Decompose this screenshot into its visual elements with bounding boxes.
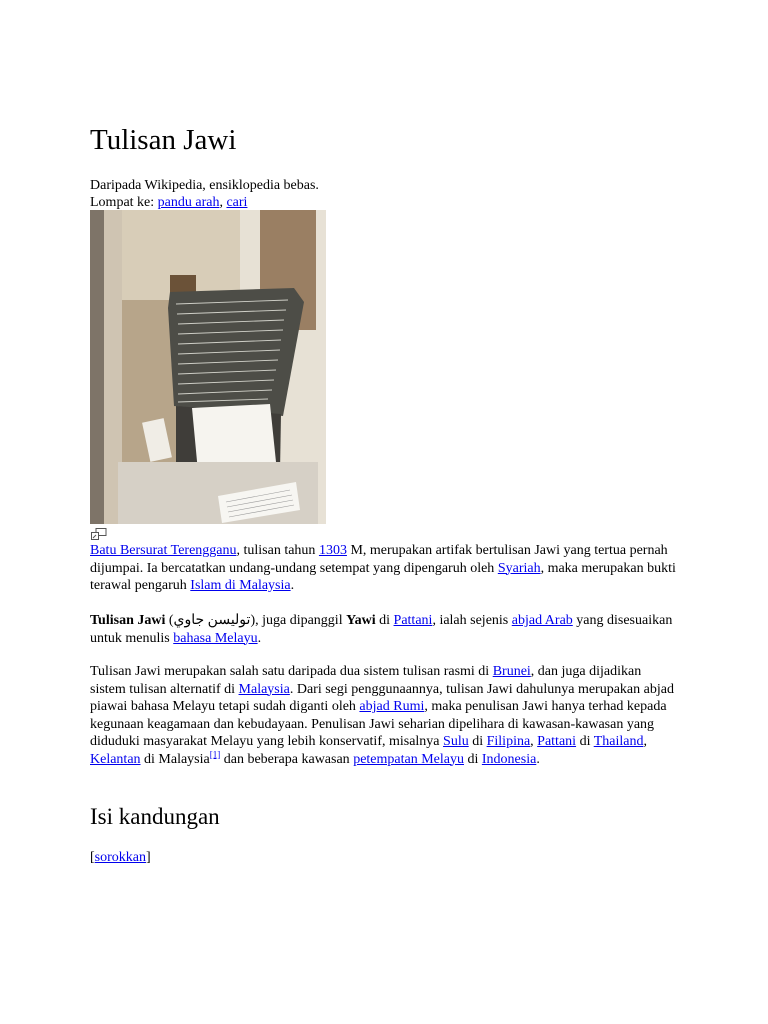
jump-links	[90, 194, 247, 211]
usage-paragraph	[90, 663, 680, 768]
toc-close-bracket: ]	[146, 850, 151, 865]
tagline: Daripada Wikipedia, ensiklopedia bebas.	[90, 178, 319, 193]
abjad-rumi-link[interactable]: abjad Rumi	[359, 699, 425, 714]
paragraph-text: di	[463, 751, 482, 767]
paragraph-text: (	[165, 613, 174, 628]
islam-di-malaysia-link[interactable]: Islam di Malaysia	[190, 578, 291, 593]
abjad-arab-link[interactable]: abjad Arab	[511, 613, 573, 628]
toc-hide-link[interactable]: sorokkan	[94, 850, 146, 865]
image-caption	[90, 542, 680, 595]
paragraph-text: , ialah sejenis	[432, 613, 512, 628]
jump-separator: ,	[219, 195, 227, 210]
petempatan-melayu-link[interactable]: petempatan Melayu	[353, 751, 464, 767]
jump-search-link[interactable]: cari	[226, 195, 248, 210]
brunei-link[interactable]: Brunei	[492, 664, 531, 679]
toc-open-bracket: [	[90, 850, 95, 865]
reference-1-link[interactable]: [1]	[209, 748, 221, 759]
stone-inscription-photo[interactable]	[90, 210, 326, 524]
jump-prefix: Lompat ke:	[90, 195, 158, 210]
paragraph-text: ,	[643, 734, 647, 749]
paragraph-text: , maka penulisan Jawi hanya terhad kepada kegunaan keagamaan dan kebudayaan. Penulisan Jawi seharian dipelihara di kawasan-kawasan yang diduduki masyarakat Melayu yang lebih konservatif, misalnya	[90, 699, 667, 749]
paragraph-text: di	[375, 613, 394, 628]
paragraph-text: .	[536, 751, 540, 767]
paragraph-text: , dan juga dijadikan sistem tulisan alternatif di	[90, 664, 642, 697]
paragraph-text: Tulisan Jawi merupakan salah satu daripada dua sistem tulisan rasmi di	[90, 664, 493, 679]
indonesia-link[interactable]: Indonesia	[481, 751, 537, 767]
syariah-link[interactable]: Syariah	[497, 560, 541, 576]
paragraph-text: di	[468, 734, 487, 749]
paragraph-text: .	[257, 630, 262, 646]
article-term: Tulisan Jawi	[90, 613, 166, 628]
bahasa-melayu-link[interactable]: bahasa Melayu	[173, 630, 258, 646]
intro-paragraph	[90, 612, 680, 647]
kelantan-link[interactable]: Kelantan	[90, 751, 141, 767]
paragraph-text: ,	[530, 734, 538, 749]
photo-left-pillar	[90, 210, 104, 524]
paragraph-text: di Malaysia	[140, 751, 210, 767]
toc-heading: Isi kandungan	[90, 804, 220, 829]
thailand-link[interactable]: Thailand	[593, 734, 644, 749]
magnify-icon[interactable]	[91, 528, 107, 540]
caption-text: M, merupakan artifak bertulisan Jawi yang tertua pernah dijumpai. Ia bercatatkan undang-undang setempat yang dipengaruh oleh	[90, 543, 668, 576]
paragraph-text: dan beberapa kawasan	[220, 751, 354, 767]
malaysia-link[interactable]: Malaysia	[238, 681, 290, 697]
filipina-link[interactable]: Filipina	[486, 734, 531, 749]
year-1303-link[interactable]: 1303	[318, 543, 347, 558]
caption-text: .	[290, 578, 295, 593]
sulu-link[interactable]: Sulu	[443, 734, 469, 749]
photo-info-card	[192, 404, 276, 472]
toc-toggle	[90, 849, 151, 866]
paragraph-text: di	[576, 734, 594, 749]
arabic-script-name: توليسن جاوي	[173, 613, 251, 628]
jump-nav-link[interactable]: pandu arah	[157, 195, 220, 210]
pattani-link[interactable]: Pattani	[537, 734, 577, 749]
pattani-link[interactable]: Pattani	[393, 613, 433, 628]
caption-text: , tulisan tahun	[236, 543, 319, 558]
batu-bersurat-link[interactable]: Batu Bersurat Terengganu	[90, 543, 237, 558]
paragraph-text: . Dari segi penggunaannya, tulisan Jawi dahulunya merupakan abjad piawai bahasa Melayu tetapi sudah diganti oleh	[90, 681, 674, 714]
paragraph-text: ), juga dipanggil	[250, 613, 347, 628]
paragraph-text: yang disesuaikan untuk menulis	[90, 613, 673, 646]
yawi-term: Yawi	[346, 613, 376, 628]
page-title: Tulisan Jawi	[90, 124, 237, 156]
caption-text: , maka merupakan bukti terawal pengaruh	[90, 560, 676, 593]
